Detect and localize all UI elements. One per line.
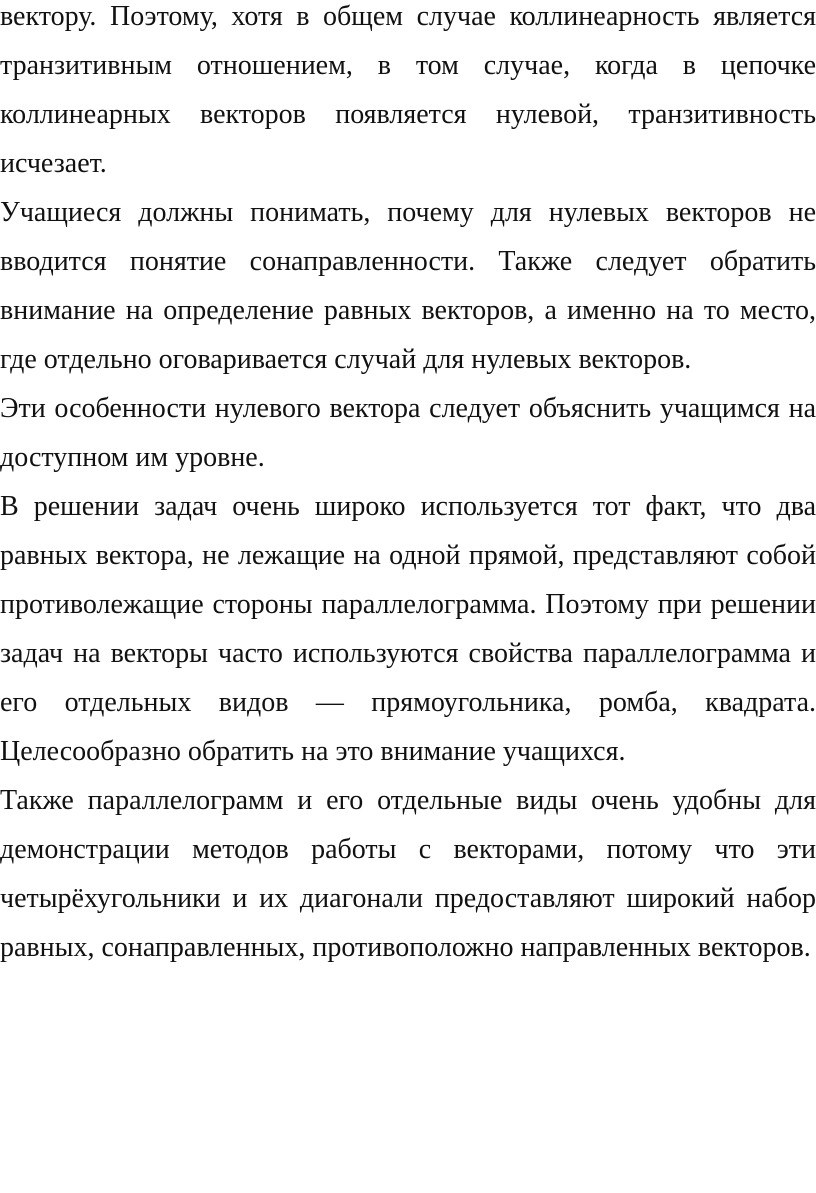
paragraph-transitivity: вектору. Поэтому, хотя в общем случае коллинеарность является транзитивным отношением, в том случае, когда в цепочке коллинеарных векторов появляется нулевой, транзитивность исчезает.: [0, 1, 816, 179]
paragraph-parallelogram-demo: Также параллелограмм и его отдельные виды очень удобны для демонстрации методов работы с векторами, потому что эти четырёхугольники и их диагонали предоставляют широкий набор равных, сонаправленных, противоположно направленных векторов.: [0, 785, 816, 963]
paragraph-zero-vectors: Учащиеся должны понимать, почему для нулевых векторов не вводится понятие сонаправленности. Также следует обратить внимание на определение равных векторов, а именно на то место, где отдельно оговаривается случай для нулевых векторов.: [0, 197, 816, 375]
paragraph-explain-features: Эти особенности нулевого вектора следует объяснить учащимся на доступном им уровне.: [0, 393, 816, 473]
paragraph-parallelogram-tasks: В решении задач очень широко используется тот факт, что два равных вектора, не лежащие на одной прямой, представляют собой противолежащие стороны параллелограмма. Поэтому при решении задач на векторы часто используются свойства параллелограмма и его отдельных видов — прямоугольника, ромба, квадрата. Целесообразно обратить на это внимание учащихся.: [0, 491, 816, 767]
